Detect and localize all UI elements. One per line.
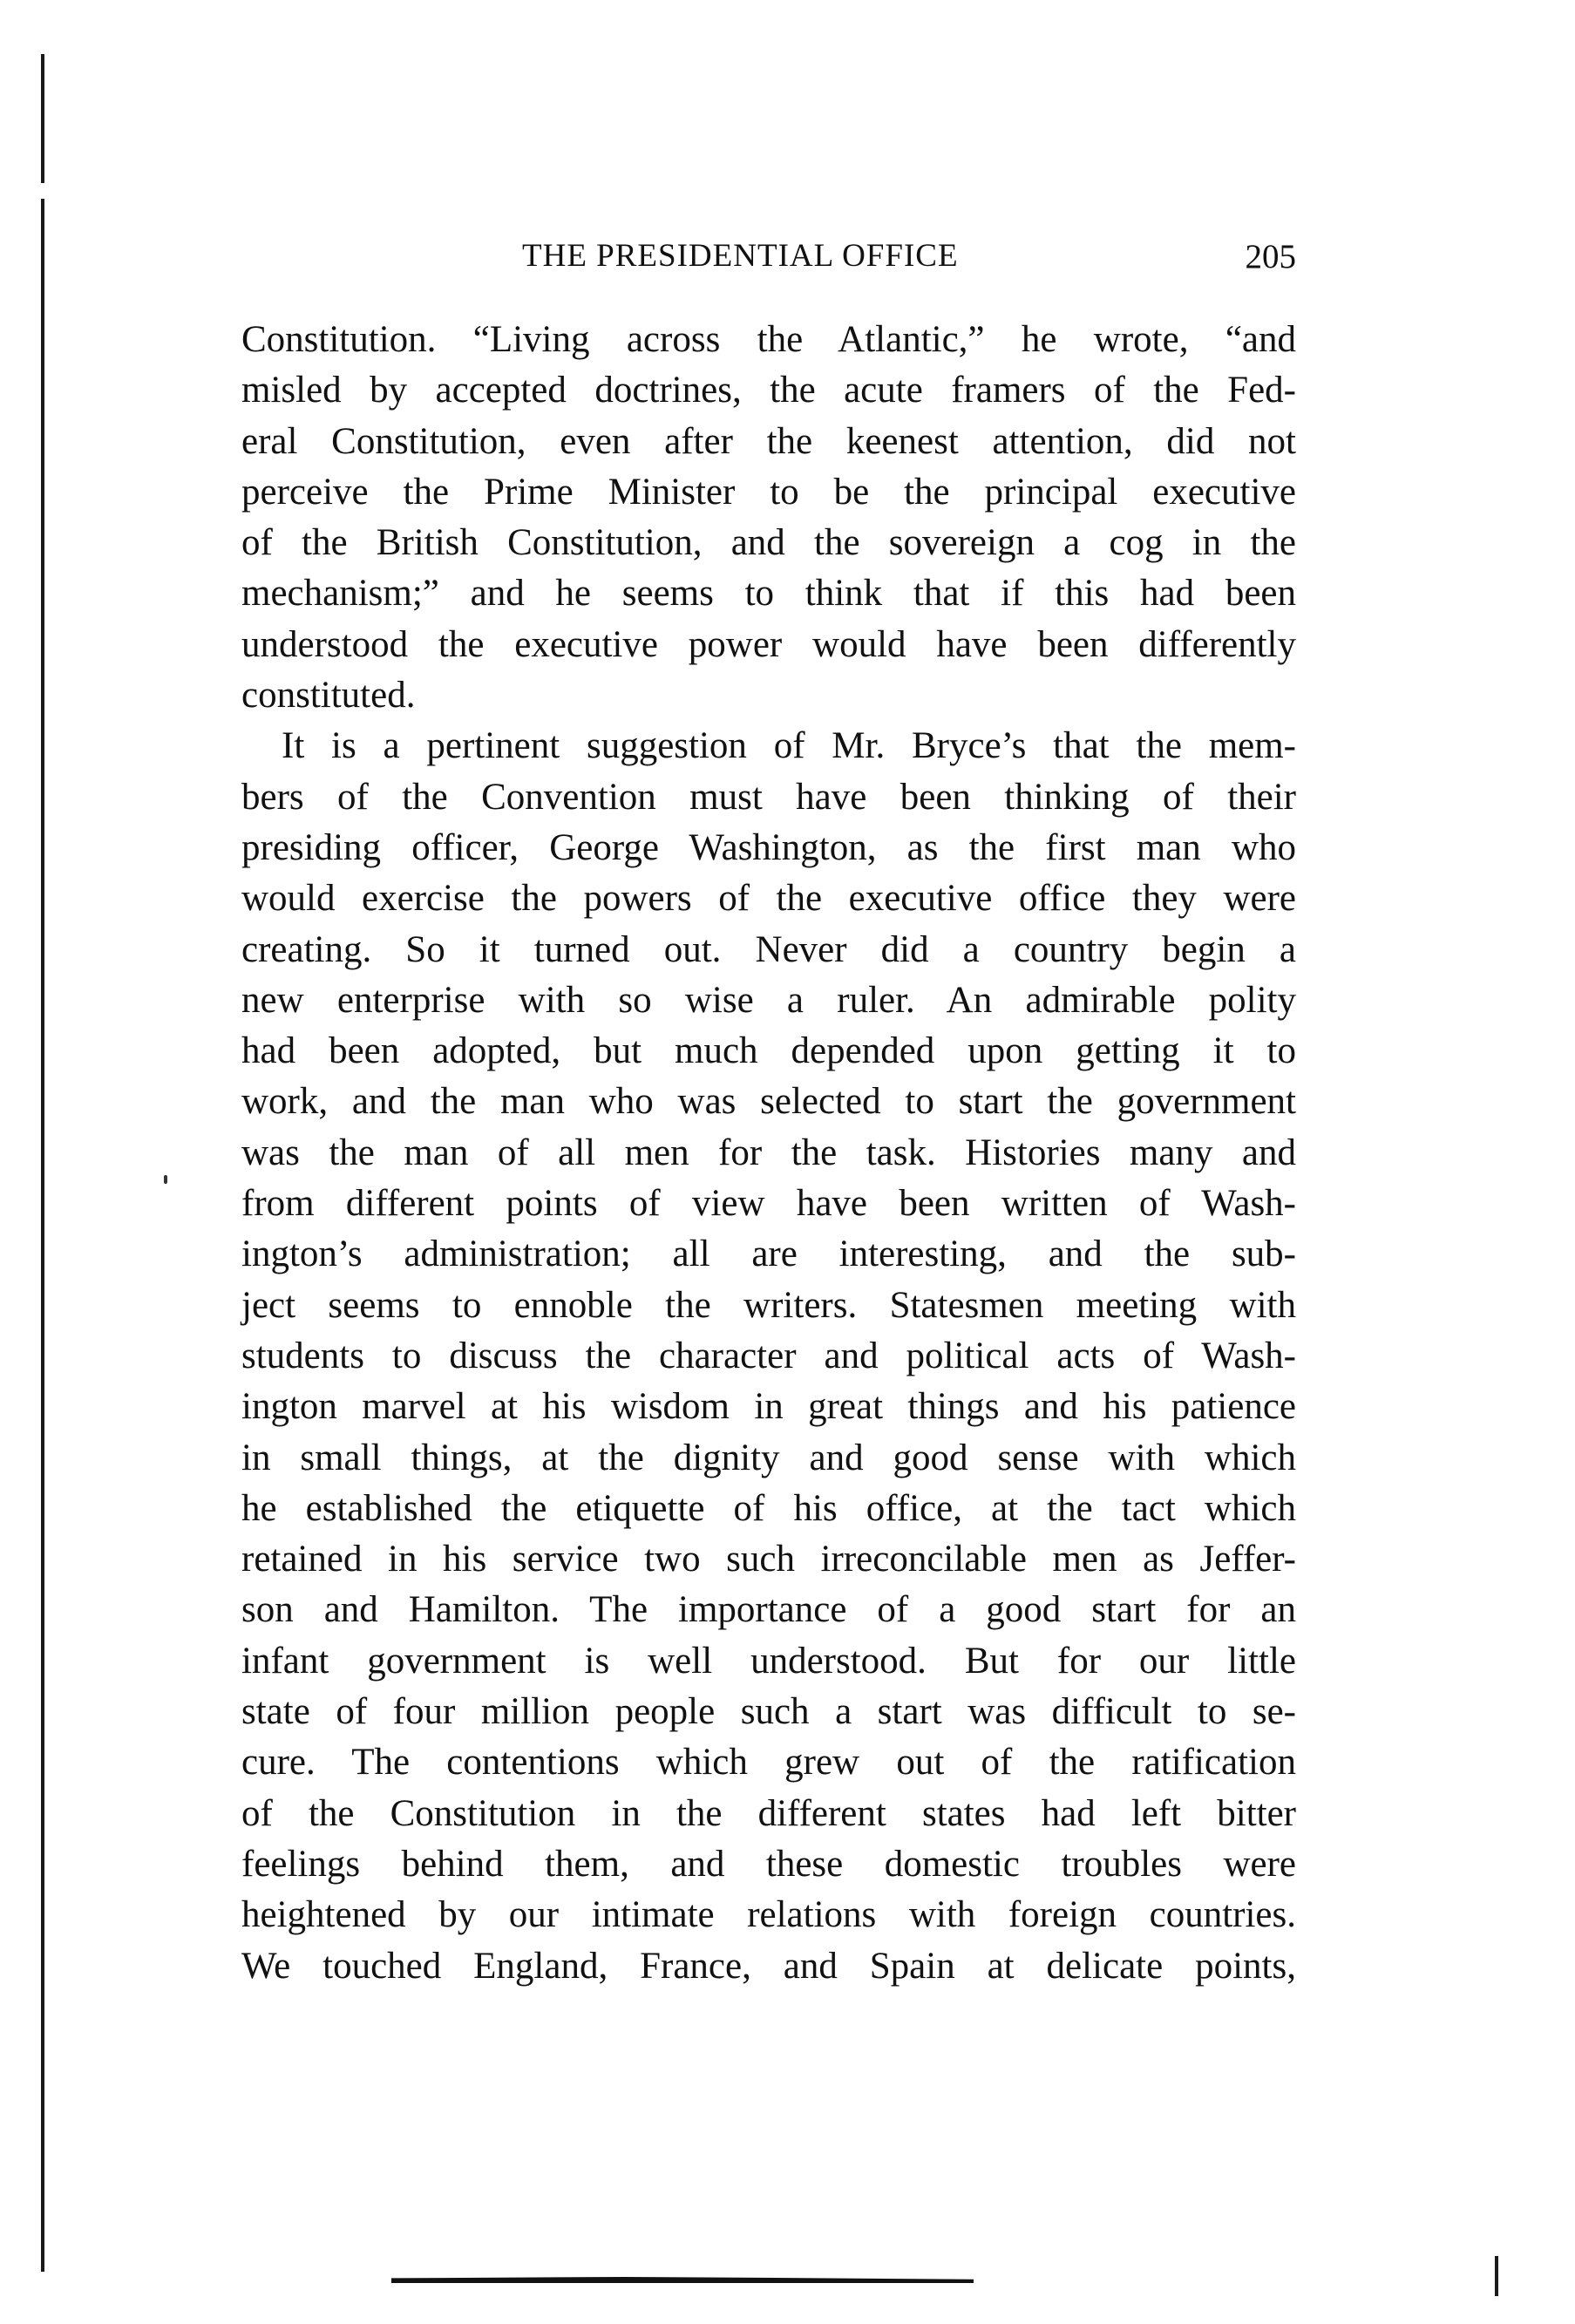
- bottom-rule: [391, 2277, 974, 2283]
- text-line: of the Constitution in the different states had left bitter: [241, 1792, 1296, 1834]
- text-line: was the man of all men for the task. Histories many and: [241, 1131, 1296, 1173]
- text-line: infant government is well understood. But for our little: [241, 1640, 1296, 1682]
- text-line: ington marvel at his wisdom in great things and his patience: [241, 1386, 1296, 1428]
- scan-edge-left: [41, 54, 44, 183]
- text-line: cure. The contentions which grew out of the ratification: [241, 1742, 1296, 1784]
- text-line: ington’s administration; all are interesting, and the sub-: [241, 1233, 1296, 1275]
- text-line: perceive the Prime Minister to be the principal executive: [241, 471, 1296, 513]
- text-line: would exercise the powers of the executive office they were: [241, 878, 1296, 920]
- text-line: feelings behind them, and these domestic troubles were: [241, 1843, 1296, 1885]
- text-line: presiding officer, George Washington, as the first man who: [241, 826, 1296, 868]
- text-line: work, and the man who was selected to start the government: [241, 1081, 1296, 1123]
- running-title: THE PRESIDENTIAL OFFICE: [522, 238, 959, 274]
- text-line: students to discuss the character and political acts of Wash-: [241, 1335, 1296, 1376]
- text-line: new enterprise with so wise a ruler. An admirable polity: [241, 979, 1296, 1021]
- text-line: mechanism;” and he seems to think that if this had been: [241, 573, 1296, 615]
- text-line: ject seems to ennoble the writers. Statesmen meeting with: [241, 1284, 1296, 1326]
- text-line: understood the executive power would have been differently: [241, 623, 1296, 665]
- text-line: We touched England, France, and Spain at delicate points,: [241, 1945, 1296, 1987]
- paragraph: [241, 721, 1296, 1991]
- text-line: from different points of view have been written of Wash-: [241, 1183, 1296, 1225]
- text-line: heightened by our intimate relations with foreign countries.: [241, 1894, 1296, 1936]
- text-line: of the British Constitution, and the sovereign a cog in the: [241, 522, 1296, 564]
- page-number: 205: [1245, 238, 1296, 275]
- text-line: It is a pertinent suggestion of Mr. Bryce’s that the mem-: [282, 725, 1296, 767]
- text-line: in small things, at the dignity and good sense with which: [241, 1437, 1296, 1478]
- text-line: constituted.: [241, 675, 416, 717]
- text-line: bers of the Convention must have been thinking of their: [241, 776, 1296, 818]
- running-head: [241, 237, 1296, 281]
- text-line: retained in his service two such irreconcilable men as Jeffer-: [241, 1539, 1296, 1580]
- text-line: son and Hamilton. The importance of a good start for an: [241, 1589, 1296, 1631]
- scan-edge-left: [41, 199, 44, 2272]
- text-line: creating. So it turned out. Never did a country begin a: [241, 928, 1296, 970]
- text-line: misled by accepted doctrines, the acute framers of the Fed-: [241, 370, 1296, 411]
- paragraph: [241, 315, 1296, 721]
- scan-edge-right: [1495, 2256, 1498, 2296]
- text-line: had been adopted, but much depended upon getting it to: [241, 1030, 1296, 1072]
- text-line: he established the etiquette of his office, at the tact which: [241, 1487, 1296, 1529]
- text-line: state of four million people such a start was difficult to se-: [241, 1691, 1296, 1733]
- text-line: Constitution. “Living across the Atlantic,” he wrote, “and: [241, 319, 1296, 360]
- text-line: eral Constitution, even after the keenest attention, did not: [241, 420, 1296, 462]
- body-text: [241, 315, 1296, 1992]
- scan-speck: [164, 1175, 167, 1184]
